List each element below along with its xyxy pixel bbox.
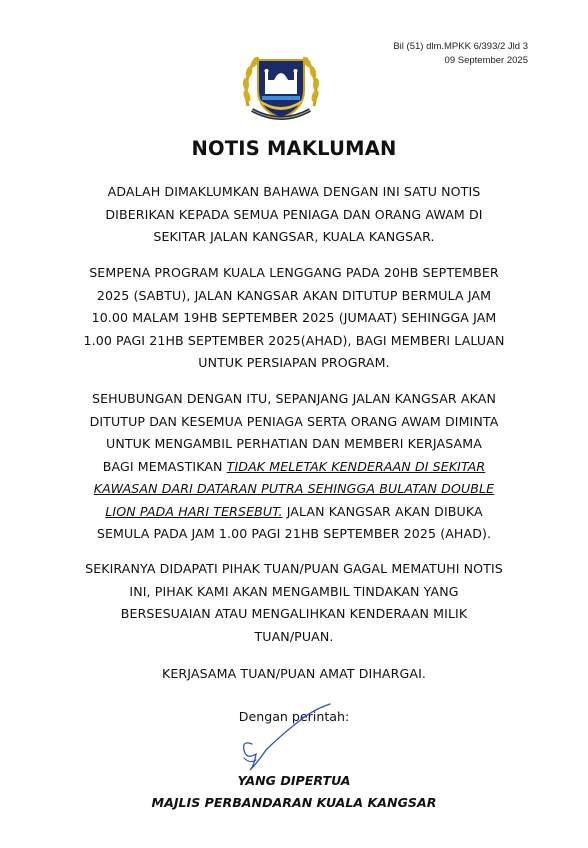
text-line: ADALAH DIMAKLUMKAN BAHAWA DENGAN INI SATU NOTIS xyxy=(107,184,481,199)
handwritten-signature xyxy=(220,700,350,780)
text-line: UNTUK MENGAMBIL PERHATIAN DAN MEMBERI KERJASAMA xyxy=(106,436,482,451)
text-segment: BAGI MEMASTIKAN xyxy=(102,458,227,474)
text-line xyxy=(30,478,558,501)
text-line: UNTUK PERSIAPAN PROGRAM. xyxy=(198,355,390,370)
text-line: DITUTUP DAN KESEMUA PENIAGA SERTA ORANG AWAM DIMINTA xyxy=(89,413,499,429)
text-line: SEKIRANYA DIDAPATI PIHAK TUAN/PUAN GAGAL MEMATUHI NOTIS xyxy=(85,561,503,576)
paragraph-warning xyxy=(30,558,558,648)
text-line: SEHUBUNGAN DENGAN ITU, SEPANJANG JALAN KANGSAR AKAN xyxy=(92,391,496,406)
paragraph-closure-schedule xyxy=(30,262,558,375)
emphasized-text: TIDAK MELETAK KENDERAAN DI SEKITAR xyxy=(226,458,486,474)
by-order-label: Dengan perintah: xyxy=(238,709,350,724)
reference-block xyxy=(393,40,528,68)
paragraph-instructions xyxy=(30,388,558,546)
text-line: INI, PIHAK KAMI AKAN MENGAMBIL TINDAKAN YANG xyxy=(129,583,459,599)
text-line: DIBERIKAN KEPADA SEMUA PENIAGA DAN ORANG AWAM DI xyxy=(105,206,483,222)
text-line: TUAN/PUAN. xyxy=(254,628,334,644)
closing-remark xyxy=(30,663,558,686)
text-line: 2025 (SABTU), JALAN KANGSAR AKAN DITUTUP BERMULA JAM xyxy=(96,287,492,303)
municipal-crest-icon xyxy=(238,40,324,126)
reference-number: Bil (51) dlm.MPKK 6/393/2 Jld 3 xyxy=(393,41,528,52)
signatory-organisation: MAJLIS PERBANDARAN KUALA KANGSAR xyxy=(151,795,437,810)
page-title: NOTIS MAKLUMAN xyxy=(191,137,397,160)
text-line: SEKITAR JALAN KANGSAR, KUALA KANGSAR. xyxy=(153,229,435,244)
text-line: KERJASAMA TUAN/PUAN AMAT DIHARGAI. xyxy=(162,666,426,681)
text-line: SEMPENA PROGRAM KUALA LENGGANG PADA 20HB SEPTEMBER xyxy=(89,265,499,280)
paragraph-intro xyxy=(30,181,558,249)
text-segment: JALAN KANGSAR AKAN DIBUKA xyxy=(282,503,483,519)
text-line xyxy=(30,501,558,524)
document-date: 09 September 2025 xyxy=(444,55,528,66)
signatory-title: YANG DIPERTUA xyxy=(237,773,351,788)
emphasized-text: LION PADA HARI TERSEBUT. xyxy=(105,503,283,519)
text-line: 1.00 PAGI 21HB SEPTEMBER 2025(AHAD), BAGI MEMBERI LALUAN xyxy=(83,332,505,348)
text-line xyxy=(30,456,558,479)
text-line: 10.00 MALAM 19HB SEPTEMBER 2025 (JUMAAT) SEHINGGA JAM xyxy=(91,310,497,325)
text-line: SEMULA PADA JAM 1.00 PAGI 21HB SEPTEMBER 2025 (AHAD). xyxy=(96,526,492,541)
emphasized-text: KAWASAN DARI DATARAN PUTRA SEHINGGA BULATAN DOUBLE xyxy=(93,481,495,496)
text-line: BERSESUAIAN ATAU MENGALIHKAN KENDERAAN MILIK xyxy=(120,606,468,621)
